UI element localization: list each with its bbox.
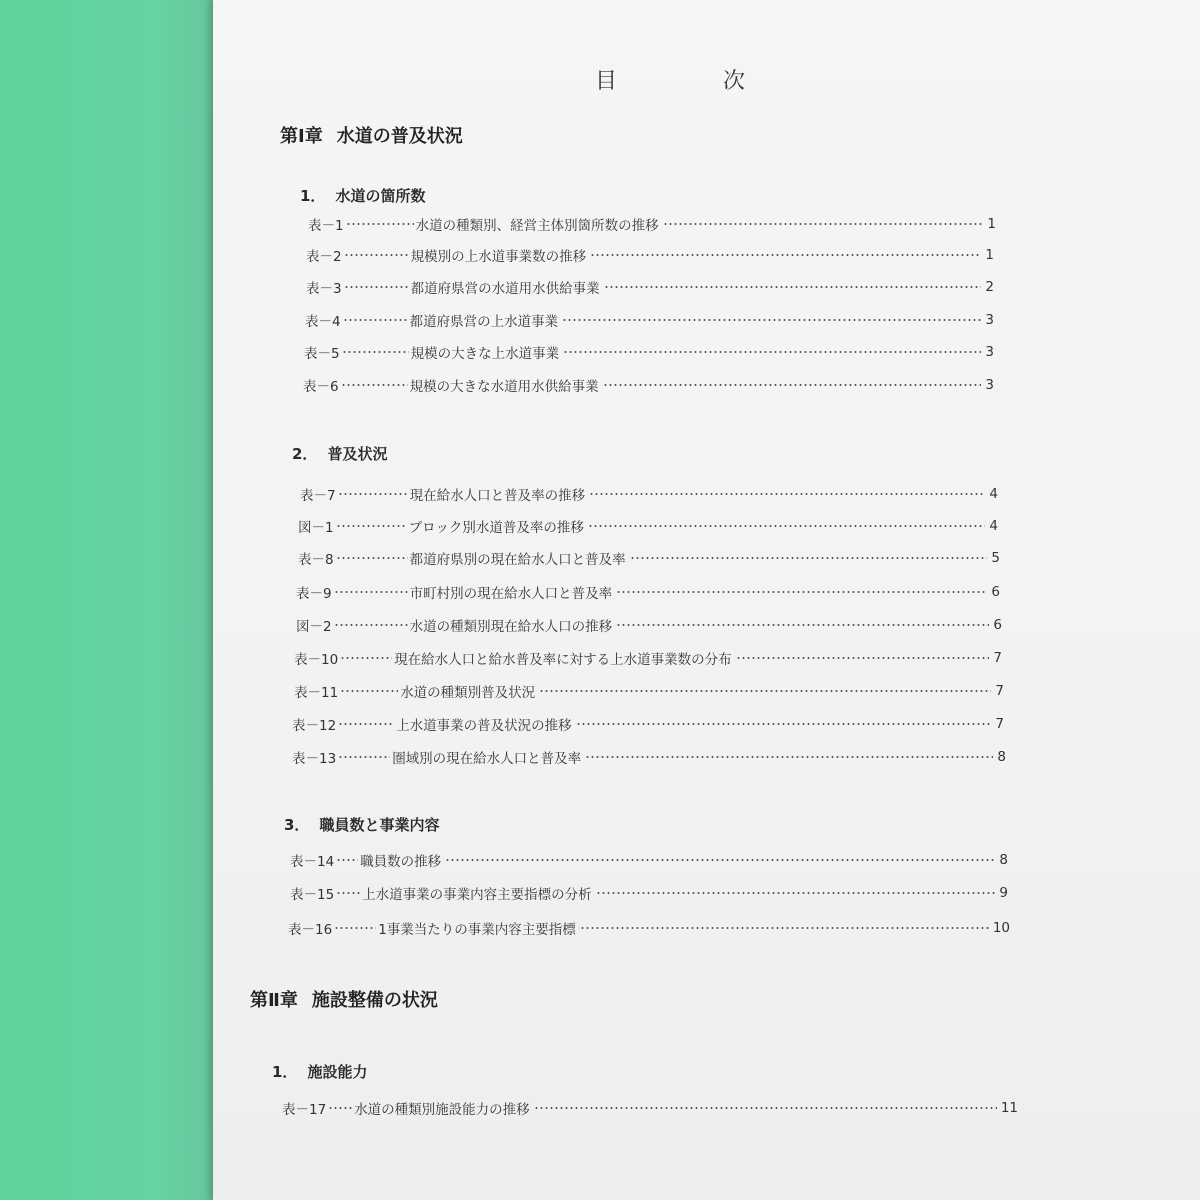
toc-entry <box>303 374 994 396</box>
toc-entry-page: 3 <box>985 312 994 328</box>
leader-dots <box>445 859 995 861</box>
toc-entry <box>296 614 1002 636</box>
leader-dots <box>604 286 982 288</box>
leader-dots <box>344 254 409 256</box>
toc-entry-title: 都道府県別の現在給水人口と普及率 <box>409 552 626 568</box>
toc-entry-page: 3 <box>985 344 994 360</box>
toc-entry-label: 表－2 <box>306 249 342 265</box>
toc-entry-page: 1 <box>985 247 994 263</box>
toc-entry <box>292 713 1004 735</box>
toc-entry <box>294 680 1004 702</box>
section-4-number: 1． <box>272 1063 298 1081</box>
toc-entry-title: 市町村別の現在給水人口と普及率 <box>409 586 613 602</box>
toc-entry <box>292 746 1006 768</box>
leader-dots <box>590 254 981 256</box>
section-3-title: 職員数と事業内容 <box>319 816 440 834</box>
section-3-heading <box>284 814 439 835</box>
toc-entry-label: 表－16 <box>288 922 333 938</box>
chapter-1-heading <box>280 122 463 148</box>
toc-entry-label: 図－1 <box>298 520 334 536</box>
leader-dots <box>588 525 986 527</box>
leader-dots <box>346 223 414 225</box>
toc-entry-page: 10 <box>992 920 1010 936</box>
section-4-title: 施設能力 <box>307 1063 368 1081</box>
toc-entry <box>298 547 1000 569</box>
toc-entry-title: 都道府県営の水道用水供給事業 <box>410 281 600 297</box>
leader-dots <box>340 657 392 659</box>
leader-dots <box>342 351 409 353</box>
toc-entry-title: 水道の種類別、経営主体別箇所数の推移 <box>415 218 659 234</box>
leader-dots <box>603 384 982 386</box>
toc-entry-title: 水道の種類別現在給水人口の推移 <box>409 619 613 635</box>
leader-dots <box>562 319 981 321</box>
section-2-number: 2． <box>292 445 318 463</box>
leader-dots <box>341 384 408 386</box>
toc-entry <box>304 341 994 363</box>
leader-dots <box>563 351 981 353</box>
toc-entry-title: 現在給水人口と給水普及率に対する上水道事業数の分布 <box>394 652 732 668</box>
toc-entry-page: 9 <box>999 885 1008 901</box>
toc-entry-page: 6 <box>993 617 1002 633</box>
leader-dots <box>736 657 990 659</box>
leader-dots <box>616 624 989 626</box>
toc-entry-title: 規模別の上水道事業数の推移 <box>410 249 587 265</box>
section-2-heading <box>292 443 387 464</box>
leader-dots <box>580 927 989 929</box>
leader-dots <box>576 723 992 725</box>
toc-entry-title: 規模の大きな水道用水供給事業 <box>409 379 599 395</box>
section-1-title: 水道の箇所数 <box>335 187 426 205</box>
toc-entry-label: 表－4 <box>305 314 341 330</box>
toc-entry-page: 8 <box>997 749 1006 765</box>
toc-entry <box>296 581 1000 603</box>
toc-entry-page: 7 <box>995 716 1004 732</box>
leader-dots <box>338 493 408 495</box>
leader-dots <box>344 286 409 288</box>
toc-entry-title: 1事業当たりの事業内容主要指標 <box>378 922 576 938</box>
toc-entry <box>282 1097 1018 1119</box>
section-3-number: 3． <box>284 816 310 834</box>
toc-entry-page: 8 <box>999 852 1008 868</box>
section-2-title: 普及状況 <box>327 445 388 463</box>
leader-dots <box>663 223 984 225</box>
toc-entry-page: 7 <box>993 650 1002 666</box>
toc-entry-label: 表－13 <box>292 751 337 767</box>
leader-dots <box>539 690 991 692</box>
leader-dots <box>336 859 358 861</box>
section-1-heading <box>300 185 425 206</box>
toc-entry <box>306 276 994 298</box>
toc-entry-page: 4 <box>989 518 998 534</box>
leader-dots <box>340 690 398 692</box>
toc-entry-page: 3 <box>985 377 994 393</box>
leader-dots <box>343 319 408 321</box>
toc-entry-page: 7 <box>995 683 1004 699</box>
toc-entry-title: 圏域別の現在給水人口と普及率 <box>392 751 582 767</box>
toc-entry-label: 表－3 <box>306 281 342 297</box>
leader-dots <box>334 927 376 929</box>
toc-entry <box>306 244 994 266</box>
toc-entry-label: 表－8 <box>298 552 334 568</box>
toc-entry-label: 表－7 <box>300 488 336 504</box>
toc-entry-page: 2 <box>985 279 994 295</box>
toc-entry-label: 表－10 <box>294 652 339 668</box>
chapter-2-title: 施設整備の状況 <box>311 990 438 1011</box>
chapter-2-number: 第Ⅱ章 <box>250 990 298 1011</box>
toc-entry-page: 5 <box>991 550 1000 566</box>
toc-entry-title: 水道の種類別施設能力の推移 <box>354 1102 530 1118</box>
toc-entry-page: 4 <box>989 486 998 502</box>
leader-dots <box>585 756 993 758</box>
leader-dots <box>534 1107 997 1109</box>
toc-entry-title: 水道の種類別普及状況 <box>400 685 536 701</box>
page-shadow <box>150 0 220 1200</box>
toc-entry <box>308 213 996 235</box>
toc-entry <box>300 483 998 505</box>
toc-entry-title: 都道府県営の上水道事業 <box>409 314 559 330</box>
section-4-heading <box>272 1061 367 1082</box>
toc-entry-label: 表－12 <box>292 718 337 734</box>
toc-entry-label: 表－6 <box>303 379 339 395</box>
chapter-2-heading <box>250 986 438 1012</box>
toc-entry-title: 上水道事業の普及状況の推移 <box>396 718 572 734</box>
chapter-1-title: 水道の普及状況 <box>336 126 463 147</box>
section-1-number: 1． <box>300 187 326 205</box>
leader-dots <box>616 591 987 593</box>
toc-entry-label: 表－14 <box>290 854 335 870</box>
toc-entry <box>290 849 1008 871</box>
toc-entry-page: 1 <box>987 216 996 232</box>
page-title: 目 次 <box>595 69 788 94</box>
toc-entry-title: ブロック別水道普及率の推移 <box>408 520 584 536</box>
toc-entry <box>294 647 1002 669</box>
toc-entry-title: 規模の大きな上水道事業 <box>410 346 560 362</box>
leader-dots <box>596 892 996 894</box>
toc-entry-title: 職員数の推移 <box>360 854 442 870</box>
toc-entry-label: 表－1 <box>308 218 344 234</box>
leader-dots <box>336 892 360 894</box>
toc-entry <box>288 917 1010 939</box>
toc-entry-label: 表－17 <box>282 1102 327 1118</box>
toc-entry <box>298 515 998 537</box>
leader-dots <box>336 557 408 559</box>
toc-entry <box>290 882 1008 904</box>
toc-entry-label: 図－2 <box>296 619 332 635</box>
leader-dots <box>328 1107 352 1109</box>
leader-dots <box>336 525 407 527</box>
toc-entry-page: 11 <box>1000 1100 1018 1116</box>
toc-entry-title: 現在給水人口と普及率の推移 <box>409 488 586 504</box>
leader-dots <box>630 557 988 559</box>
toc-entry <box>305 309 994 331</box>
leader-dots <box>334 624 408 626</box>
toc-entry-page: 6 <box>991 584 1000 600</box>
leader-dots <box>589 493 985 495</box>
chapter-1-number: 第Ⅰ章 <box>280 126 323 147</box>
leader-dots <box>334 591 408 593</box>
toc-entry-label: 表－9 <box>296 586 332 602</box>
leader-dots <box>338 723 394 725</box>
toc-entry-title: 上水道事業の事業内容主要指標の分析 <box>362 887 592 903</box>
toc-entry-label: 表－11 <box>294 685 339 701</box>
toc-entry-label: 表－5 <box>304 346 340 362</box>
toc-entry-label: 表－15 <box>290 887 335 903</box>
leader-dots <box>338 756 390 758</box>
